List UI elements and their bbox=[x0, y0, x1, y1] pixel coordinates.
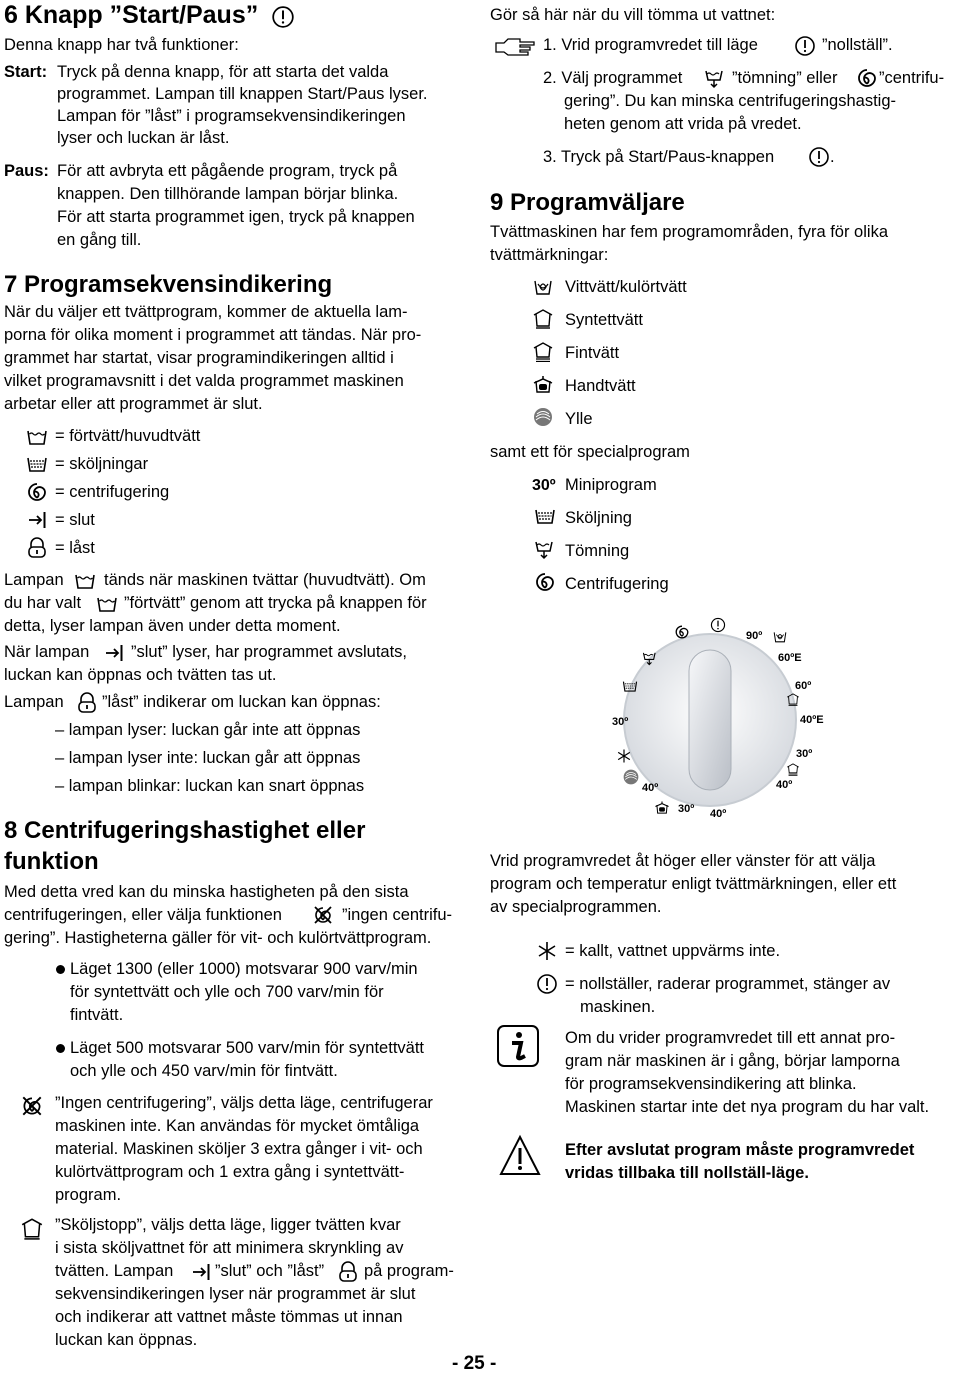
program-name: Fintvätt bbox=[565, 344, 620, 362]
no-spin-text: ”Ingen centrifugering”, väljs detta läge, centrifugerar bbox=[55, 1094, 433, 1112]
legend-text: = låst bbox=[55, 539, 95, 557]
rinse-icon bbox=[26, 453, 48, 475]
speed-text: fintvätt. bbox=[70, 1006, 124, 1024]
rinse-icon bbox=[622, 678, 638, 694]
paus-text: en gång till. bbox=[57, 231, 142, 249]
dial-label: 40º bbox=[710, 808, 727, 820]
paus-label: Paus: bbox=[4, 162, 49, 180]
reset-icon bbox=[794, 35, 816, 57]
start-text: Lampan för ”låst” i programsekvensindikeringen bbox=[57, 107, 406, 125]
s7-paragraph: vilket programavsnitt i det valda programmet maskinen bbox=[4, 372, 404, 390]
special-program-name: Miniprogram bbox=[565, 476, 657, 494]
bullet bbox=[56, 965, 65, 974]
step-text: . bbox=[830, 148, 835, 166]
cold-icon bbox=[616, 748, 632, 764]
start-text: programmet. Lampan till knappen Start/Paus lyser. bbox=[57, 85, 428, 103]
no-spin-text: maskinen inte. Kan användas för mycket ömtåliga bbox=[55, 1117, 420, 1135]
step-text: 3. Tryck på Start/Paus-knappen bbox=[543, 148, 775, 166]
info-text: Maskinen startar inte det nya program du har valt. bbox=[565, 1098, 930, 1116]
lock-icon bbox=[26, 537, 48, 559]
lamp-text: du har valt bbox=[4, 594, 82, 612]
rinse-icon bbox=[534, 505, 556, 527]
s7-paragraph: porna för olika moment i programmet att tändas. När pro- bbox=[4, 326, 422, 344]
lamp-text: detta, lyser lampan även under detta moment. bbox=[4, 617, 341, 635]
page-number: - 25 - bbox=[452, 1353, 497, 1374]
step-text: ”nollställ”. bbox=[822, 36, 893, 54]
reset-text: = nollställer, raderar programmet, stänger av bbox=[565, 975, 891, 993]
spin-icon bbox=[534, 571, 556, 593]
rinse-hold-text: tvätten. Lampan bbox=[55, 1262, 174, 1280]
program-name: Vittvätt/kulörtvätt bbox=[565, 278, 687, 296]
rinse-hold-text: och indikerar att vattnet måste tömmas ut innan bbox=[55, 1308, 403, 1326]
lock-text: ”låst” indikerar om luckan kan öppnas: bbox=[102, 693, 381, 711]
dial-label: 90º bbox=[746, 630, 763, 642]
paus-text: För att avbryta ett pågående program, tryck på bbox=[57, 162, 398, 180]
delicate-icon bbox=[786, 762, 800, 776]
rinse-hold-text: luckan kan öppnas. bbox=[55, 1331, 198, 1349]
step-text: 1. Vrid programvredet till läge bbox=[543, 36, 758, 54]
step-text: ”tömning” eller bbox=[732, 69, 838, 87]
drain-icon bbox=[704, 67, 726, 89]
dial-label: 60ºE bbox=[778, 652, 802, 664]
special-intro: samt ett för specialprogram bbox=[490, 443, 690, 461]
wool-icon bbox=[622, 768, 640, 786]
paus-text: knappen. Den tillhörande lampan börjar blinka. bbox=[57, 185, 399, 203]
spin-icon bbox=[856, 67, 878, 89]
legend-text: = förtvätt/huvudtvätt bbox=[55, 427, 201, 445]
program-name: Handtvätt bbox=[565, 377, 636, 395]
empty-intro: Gör så här när du vill tömma ut vattnet: bbox=[490, 6, 776, 24]
dial-instruction: Vrid programvredet åt höger eller vänster för att välja bbox=[490, 852, 876, 870]
info-text: Om du vrider programvredet till ett annat pro- bbox=[565, 1029, 896, 1047]
warning-icon bbox=[498, 1134, 542, 1178]
end-text: luckan kan öppnas och tvätten tas ut. bbox=[4, 666, 277, 684]
rinse-hold-text: sekvensindikeringen lyser när programmet är slut bbox=[55, 1285, 416, 1303]
lock-icon bbox=[76, 692, 98, 714]
dial-label: 30º bbox=[612, 716, 629, 728]
drain-icon bbox=[534, 538, 556, 560]
special-program-name: Sköljning bbox=[565, 509, 632, 527]
white-colored-icon bbox=[772, 628, 788, 644]
start-pause-icon bbox=[808, 146, 830, 168]
drain-icon bbox=[642, 650, 658, 666]
start-label: Start: bbox=[4, 63, 48, 81]
step-text: heten genom att vrida på vredet. bbox=[564, 115, 802, 133]
lock-state: – lampan blinkar: luckan kan snart öppnas bbox=[55, 777, 365, 795]
legend-text: = slut bbox=[55, 511, 95, 529]
rinse-hold-icon bbox=[20, 1216, 44, 1240]
lamp-text: ”förtvätt” genom att trycka på knappen för bbox=[124, 594, 427, 612]
no-spin-text: kulörtvättprogram och 1 extra gång i syntettvätt- bbox=[55, 1163, 405, 1181]
synthetic-icon bbox=[786, 692, 800, 706]
s6-intro: Denna knapp har två funktioner: bbox=[4, 36, 239, 54]
s9-paragraph: Tvättmaskinen har fem programområden, fyra för olika bbox=[490, 223, 888, 241]
warning-text: vridas tillbaka till nollställ-läge. bbox=[565, 1164, 809, 1182]
wash-icon bbox=[74, 570, 96, 592]
synthetic-icon bbox=[532, 307, 554, 329]
warning-text: Efter avslutat program måste programvredet bbox=[565, 1141, 915, 1159]
speed-text: Läget 500 motsvarar 500 varv/min för syntettvätt bbox=[70, 1039, 425, 1057]
s8-paragraph: ”ingen centrifu- bbox=[342, 906, 453, 924]
special-program-name: Centrifugering bbox=[565, 575, 669, 593]
section-7-title: 7 Programsekvensindikering bbox=[4, 271, 333, 298]
info-text: för programsekvensindikering att blinka. bbox=[565, 1075, 857, 1093]
end-text: När lampan bbox=[4, 643, 90, 661]
lock-state: – lampan lyser: luckan går inte att öppnas bbox=[55, 721, 361, 739]
dial-label: 40º bbox=[776, 779, 793, 791]
end-icon bbox=[190, 1261, 212, 1283]
reset-text: maskinen. bbox=[580, 998, 656, 1016]
s7-paragraph: När du väljer ett tvättprogram, kommer de aktuella lam- bbox=[4, 303, 408, 321]
delicate-icon bbox=[532, 340, 554, 362]
rinse-hold-text: på program- bbox=[364, 1262, 454, 1280]
section-6-title: 6 Knapp ”Start/Paus” bbox=[4, 1, 259, 29]
white-colored-icon bbox=[532, 275, 554, 297]
end-text: ”slut” lyser, har programmet avslutats, bbox=[131, 643, 408, 661]
dial-instruction: program och temperatur enligt tvättmärkningen, eller ett bbox=[490, 875, 897, 893]
speed-text: för syntettvätt och ylle och 700 varv/min för bbox=[70, 983, 384, 1001]
no-spin-icon bbox=[312, 904, 334, 926]
mini-icon: 30º bbox=[532, 477, 556, 494]
s7-paragraph: arbetar eller att programmet är slut. bbox=[4, 395, 263, 413]
no-spin-icon bbox=[20, 1094, 44, 1118]
dial-instruction: av specialprogrammen. bbox=[490, 898, 662, 916]
step-text: 2. Välj programmet bbox=[543, 69, 683, 87]
speed-text: Läget 1300 (eller 1000) motsvarar 900 varv/min bbox=[70, 960, 418, 978]
s9-paragraph: tvättmärkningar: bbox=[490, 246, 609, 264]
end-icon bbox=[26, 509, 48, 531]
s8-paragraph: Med detta vred kan du minska hastigheten på den sista bbox=[4, 883, 409, 901]
s8-paragraph: centrifugeringen, eller välja funktionen bbox=[4, 906, 282, 924]
dial-label: 60º bbox=[795, 680, 812, 692]
step-text: ”centrifu- bbox=[879, 69, 945, 87]
s8-paragraph: gering”. Hastigheterna gäller för vit- och kulörtvättprogram. bbox=[4, 929, 432, 947]
cold-icon bbox=[536, 940, 558, 962]
section-8-title: funktion bbox=[4, 848, 99, 875]
lock-text: Lampan bbox=[4, 693, 64, 711]
legend-text: = centrifugering bbox=[55, 483, 170, 501]
speed-text: och ylle och 450 varv/min för fintvätt. bbox=[70, 1062, 338, 1080]
rinse-hold-text: ”Sköljstopp”, väljs detta läge, ligger tvätten kvar bbox=[55, 1216, 401, 1234]
special-program-name: Tömning bbox=[565, 542, 630, 560]
start-text: lyser och luckan är låst. bbox=[57, 129, 230, 147]
legend-text: = sköljningar bbox=[55, 455, 149, 473]
info-icon bbox=[496, 1024, 540, 1068]
section-9-title: 9 Programväljare bbox=[490, 189, 685, 216]
s7-paragraph: grammet har startat, visar programindikeringen alltid i bbox=[4, 349, 394, 367]
spin-icon bbox=[26, 481, 48, 503]
lamp-text: Lampan bbox=[4, 571, 64, 589]
handwash-icon bbox=[654, 800, 670, 816]
dial-label: 40ºE bbox=[800, 714, 824, 726]
wash-icon bbox=[96, 593, 118, 615]
dial-label: 30º bbox=[796, 748, 813, 760]
lock-icon bbox=[337, 1261, 359, 1283]
no-spin-text: material. Maskinen sköljer 3 extra gånger i vit- och bbox=[55, 1140, 423, 1158]
section-8-title: 8 Centrifugeringshastighet eller bbox=[4, 817, 366, 844]
pointing-hand-icon bbox=[494, 35, 538, 57]
prewash-mainwash-icon bbox=[26, 426, 48, 448]
info-text: gram när maskinen är i gång, börjar lamporna bbox=[565, 1052, 900, 1070]
end-icon bbox=[103, 642, 125, 664]
spin-icon bbox=[674, 624, 690, 640]
start-pause-icon bbox=[271, 5, 295, 29]
wool-icon bbox=[532, 406, 554, 428]
reset-icon bbox=[710, 617, 726, 633]
rinse-hold-text: i sista sköljvattnet för att minimera skrynkling av bbox=[55, 1239, 404, 1257]
handwash-icon bbox=[532, 374, 554, 396]
program-name: Ylle bbox=[565, 410, 593, 428]
start-text: Tryck på denna knapp, för att starta det valda bbox=[57, 63, 389, 81]
lock-state: – lampan lyser inte: luckan går att öppnas bbox=[55, 749, 361, 767]
bullet bbox=[56, 1044, 65, 1053]
dial-label: 40º bbox=[642, 782, 659, 794]
no-spin-text: program. bbox=[55, 1186, 122, 1204]
step-text: gering”. Du kan minska centrifugeringshastig- bbox=[564, 92, 896, 110]
lamp-text: tänds när maskinen tvättar (huvudtvätt). Om bbox=[104, 571, 426, 589]
rinse-hold-text: ”slut” och ”låst” bbox=[215, 1262, 325, 1280]
cold-text: = kallt, vattnet uppvärms inte. bbox=[565, 942, 781, 960]
paus-text: För att starta programmet igen, tryck på knappen bbox=[57, 208, 415, 226]
reset-icon bbox=[536, 973, 558, 995]
program-name: Syntettvätt bbox=[565, 311, 643, 329]
dial-label: 30º bbox=[678, 803, 695, 815]
program-dial bbox=[590, 612, 830, 832]
